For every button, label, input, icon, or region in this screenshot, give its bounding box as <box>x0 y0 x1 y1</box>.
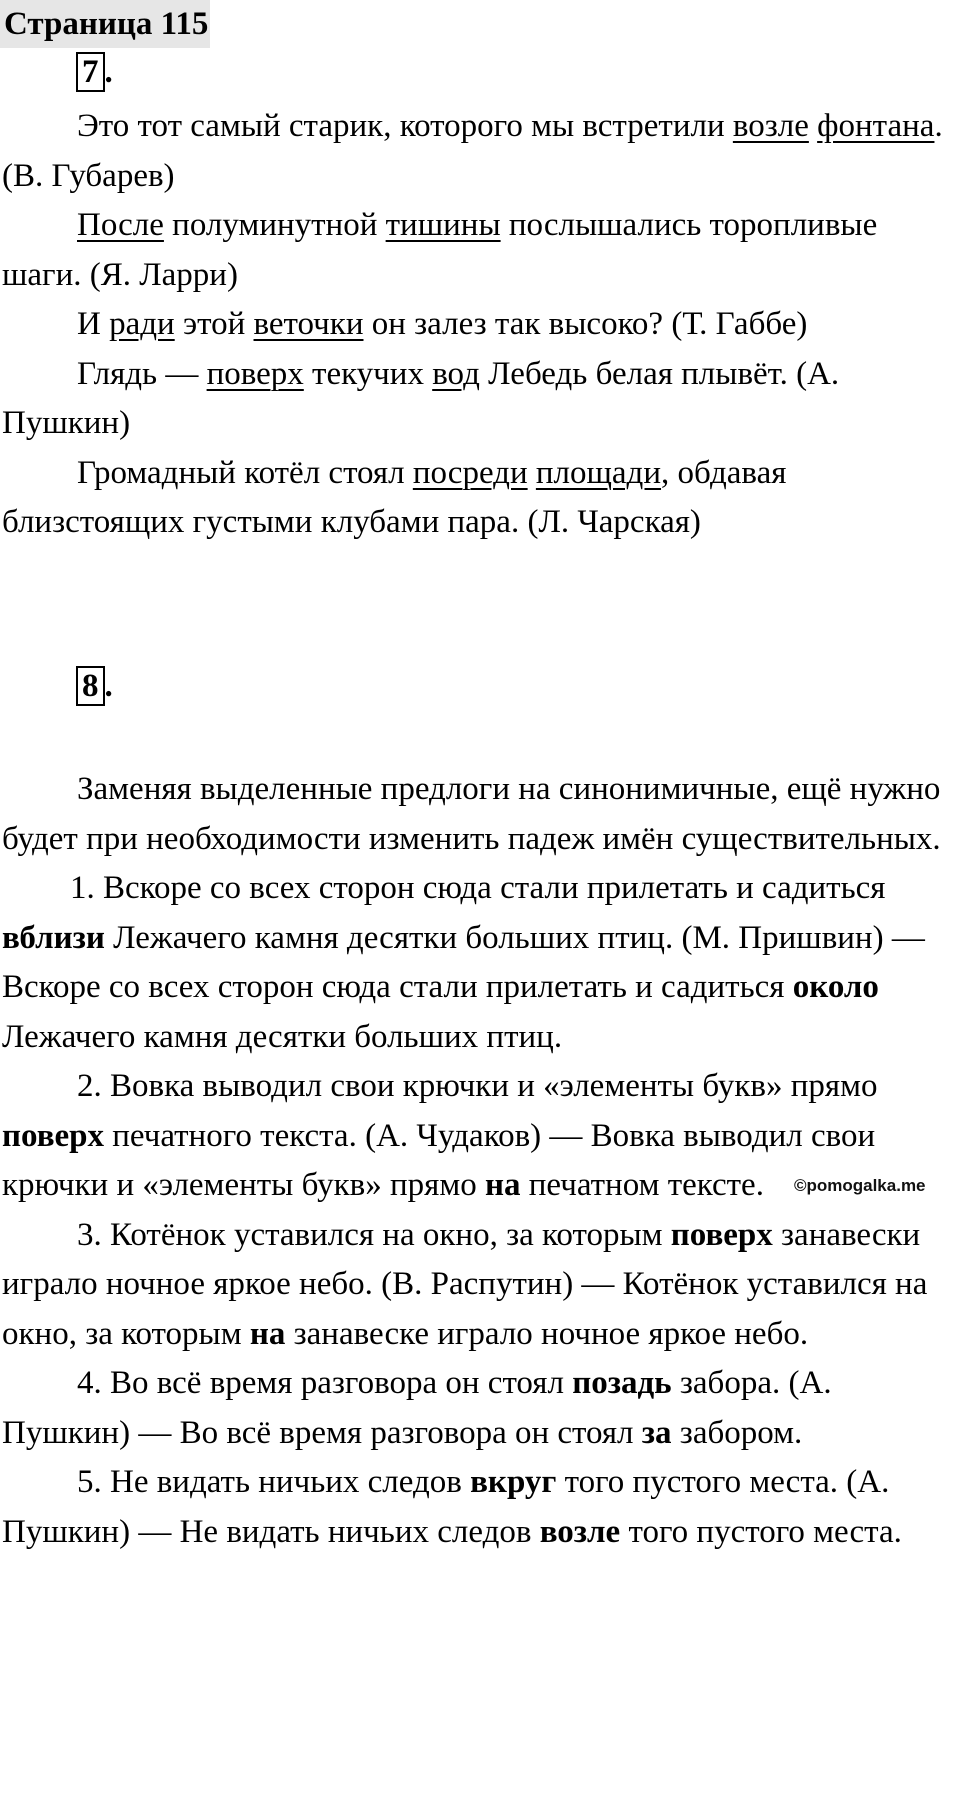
text-run: занавески играло ночное яркое небо. (В. Распутин) — Котёнок уставился на окно, за которым <box>2 1216 928 1352</box>
text-run: 1. Вскоре со всех сторон сюда стали прилетать и садиться <box>70 870 886 906</box>
task-7-number <box>76 52 113 92</box>
underlined-word: фонтана <box>817 108 935 144</box>
text-run: того пустого места. <box>620 1513 902 1550</box>
text-run: послышались торопливые шаги. (Я. Ларри) <box>2 207 878 293</box>
text-run: забором. <box>671 1414 803 1451</box>
task-8-item <box>2 1062 957 1211</box>
task-8-item <box>2 1359 957 1458</box>
text-run: полуминутной <box>163 207 386 243</box>
text-run: забора. (А. Пушкин) — Во всё время разговора он стоял <box>2 1365 832 1451</box>
text-run: печатного текста. (А. Чудаков) — Вовка выводил свои крючки и «элементы букв» прямо <box>2 1117 876 1203</box>
bold-preposition: вкруг <box>470 1464 557 1500</box>
text-run: Громадный котёл стоял <box>77 454 413 491</box>
bold-preposition: за <box>641 1414 672 1451</box>
bold-preposition: на <box>484 1167 521 1203</box>
bold-preposition: позадь <box>572 1365 672 1401</box>
text-run: 5. Не видать ничьих следов <box>77 1464 471 1500</box>
task-7-sentence <box>2 201 957 300</box>
text-run: того пустого места. (А. Пушкин) — Не видать ничьих следов <box>2 1464 890 1550</box>
task-7-sentence <box>2 350 957 449</box>
text-run: И <box>77 306 110 342</box>
underlined-word: поверх <box>206 355 304 392</box>
underlined-word: посреди <box>412 454 528 491</box>
bold-preposition: вблизи <box>2 919 105 956</box>
underlined-word: тишины <box>385 207 501 243</box>
text-run: Лежачего камня десятки больших птиц. (М. Пришвин) — Вскоре со всех сторон сюда стали прилетать и садиться <box>2 919 925 1005</box>
page-title: Страница 115 <box>0 0 210 48</box>
text-run: Глядь — <box>77 355 207 392</box>
task-8-item <box>2 1458 957 1557</box>
task-8-item-text <box>2 1068 877 1203</box>
text-run <box>809 108 817 144</box>
bold-preposition: около <box>792 969 879 1005</box>
text-run: Это тот самый старик, которого мы встретили <box>77 108 733 144</box>
watermark: ©pomogalka.me <box>793 1176 926 1195</box>
text-run: он залез так высоко? (Т. Габбе) <box>363 306 808 342</box>
task-7-sentence <box>2 102 957 201</box>
task-8-item <box>2 864 957 1062</box>
text-run: этой <box>174 306 254 342</box>
task-number-box: 8 <box>76 666 105 706</box>
task-number-box: 7 <box>76 52 105 92</box>
bold-preposition: на <box>249 1315 286 1352</box>
task-number-suffix: . <box>104 54 113 90</box>
text-run: 4. Во всё время разговора он стоял <box>77 1365 573 1401</box>
text-run: Лежачего камня десятки больших птиц. <box>2 1018 563 1055</box>
underlined-word: веточки <box>253 306 364 342</box>
task-8-number <box>76 666 113 706</box>
underlined-word: вод <box>432 355 480 392</box>
bold-preposition: поверх <box>670 1216 773 1253</box>
task-8-text <box>2 765 957 1557</box>
task-8-intro: Заменяя выделенные предлоги на синонимичные, ещё нужно будет при необходимости изменить падеж имён существительных. <box>2 771 941 857</box>
text-run: 3. Котёнок уставился на окно, за которым <box>77 1216 671 1253</box>
text-run: 2. Вовка выводил свои крючки и «элементы букв» прямо <box>77 1068 878 1104</box>
task-7-sentence <box>2 300 957 350</box>
underlined-word: ради <box>109 306 175 342</box>
text-run: . (В. Губарев) <box>2 108 943 194</box>
task-7-text <box>2 102 957 548</box>
task-number-suffix: . <box>104 668 113 704</box>
task-7-sentence <box>2 449 957 548</box>
underlined-word: площади <box>535 454 662 491</box>
bold-preposition: возле <box>539 1513 621 1550</box>
text-run <box>528 455 536 491</box>
bold-preposition: поверх <box>2 1117 105 1154</box>
text-run: текучих <box>303 355 433 392</box>
text-run: Лебедь белая плывёт. (А. Пушкин) <box>2 355 840 441</box>
text-run: занавеске играло ночное яркое небо. <box>285 1315 809 1352</box>
text-run: печатном тексте. <box>520 1167 764 1203</box>
task-8-item <box>2 1211 957 1360</box>
underlined-word: После <box>77 207 164 243</box>
underlined-word: возле <box>732 108 809 144</box>
text-run: , обдавая близстоящих густыми клубами пара. (Л. Чарская) <box>2 454 787 540</box>
